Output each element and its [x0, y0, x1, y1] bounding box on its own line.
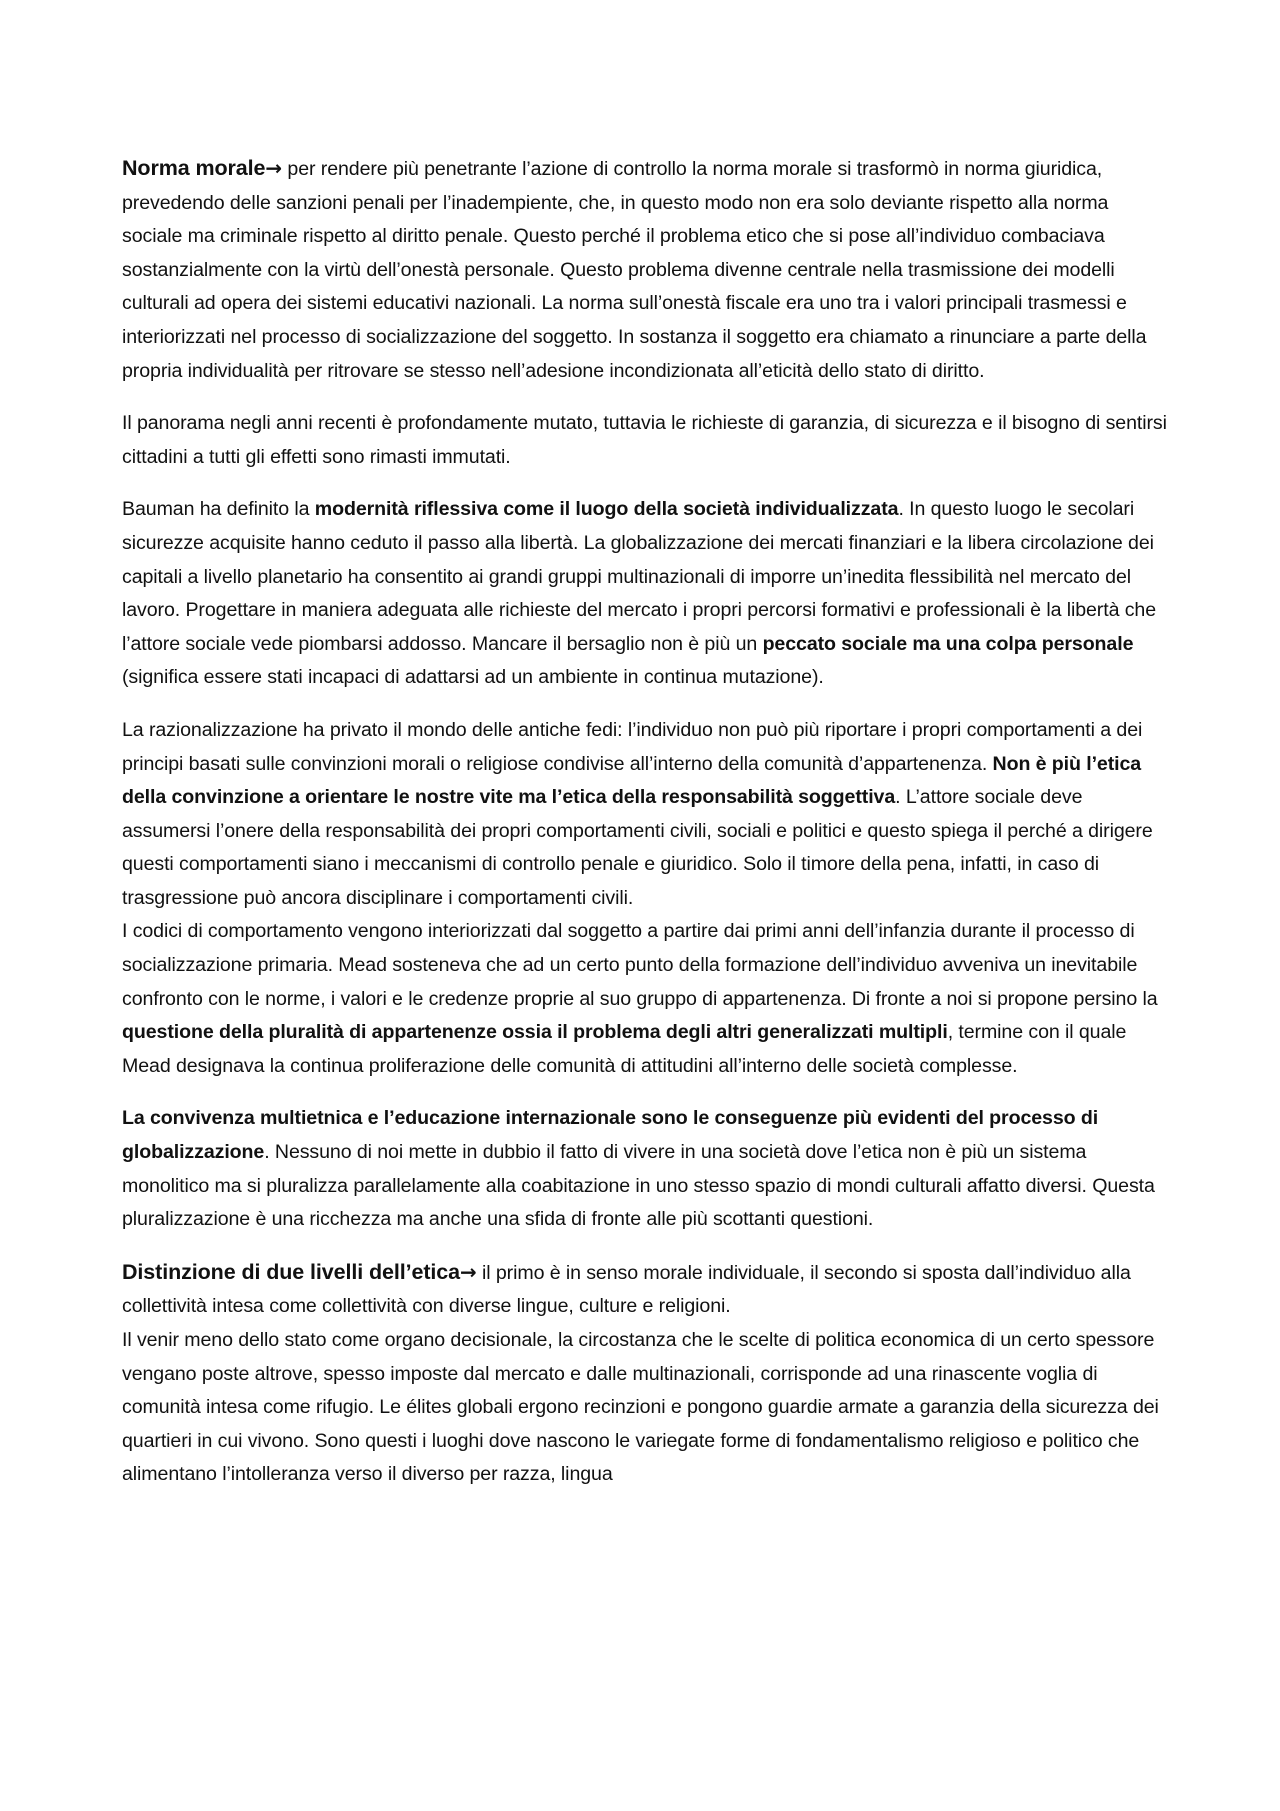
- paragraph-text: I codici di comportamento vengono interiorizzati dal soggetto a partire dai primi anni dell’infanzia durante il processo di socializzazione primaria. Mead sosteneva che ad un certo punto della formazione dell’individuo avveniva un inevitabile confronto con le norme, i valori e le credenze proprie al suo gruppo di appartenenza. Di fronte a noi si propone persino la: [122, 920, 1158, 1010]
- paragraph-text: . L’attore sociale deve assumersi l’onere della responsabilità dei propri comportamenti civili, sociali e politici e questo spiega il perché a dirigere questi comportamenti siano i meccanismi di controllo penale e giuridico. Solo il timore della pena, infatti, in caso di trasgressione può ancora disciplinare i comportamenti civili.: [122, 786, 1153, 909]
- bold-phrase: Non è più l’etica della convinzione a orientare le nostre vite ma l’etica della responsabilità soggettiva: [122, 752, 1142, 809]
- section-heading-distinzione: Distinzione di due livelli dell’etica: [122, 1259, 460, 1284]
- bold-phrase: modernità riflessiva come il luogo della società individualizzata: [314, 498, 899, 521]
- document-page: [122, 152, 1170, 1511]
- paragraph-text: Il venir meno dello stato come organo decisionale, la circostanza che le scelte di politica economica di un certo spessore vengano poste altrove, spesso imposte dal mercato e dalle multinazionali, corrisponde ad una rinascente voglia di comunità intesa come rifugio. Le élites globali ergono recinzioni e pongono guardie armate a garanzia della sicurezza dei quartieri in cui vivono. Sono questi i luoghi dove nascono le variegate forme di fondamentalismo religioso e politico che alimentano l’intolleranza verso il diverso per razza, lingua: [122, 1329, 1159, 1486]
- paragraph-norma-morale: [122, 152, 1170, 388]
- paragraph-text: , termine con il quale Mead designava la continua proliferazione delle comunità di attitudini all’interno delle società complesse.: [122, 1021, 1127, 1077]
- paragraph-venir-meno: [122, 1324, 1170, 1492]
- paragraph-bauman: [122, 493, 1170, 695]
- paragraph-text: Bauman ha definito la: [122, 498, 315, 521]
- right-arrow-icon: →: [265, 156, 283, 180]
- bold-phrase: questione della pluralità di appartenenze ossia il problema degli altri generalizzati multipli: [122, 1021, 948, 1044]
- section-heading-norma-morale: Norma morale: [122, 156, 266, 180]
- paragraph-text: il primo è in senso morale individuale, il secondo si sposta dall’individuo alla collettività intesa come collettività con diverse lingue, culture e religioni.: [122, 1261, 1131, 1318]
- bold-phrase: La convivenza multietnica e l’educazione internazionale sono le conseguenze più evidenti del processo di globalizzazione: [122, 1107, 1099, 1164]
- paragraph-codici-comportamento: [122, 915, 1170, 1083]
- paragraph-panorama: [122, 407, 1170, 474]
- paragraph-text: per rendere più penetrante l’azione di controllo la norma morale si trasformò in norma giuridica, prevedendo delle sanzioni penali per l’inadempiente, che, in questo modo non era solo deviante rispetto alla norma sociale ma criminale rispetto al diritto penale. Questo perché il problema etico che si pose all’individuo combaciava sostanzialmente con la virtù dell’onestà personale. Questo problema divenne centrale nella trasmissione dei modelli culturali ad opera dei sistemi educativi nazionali. La norma sull’onestà fiscale era uno tra i valori principali trasmessi e interiorizzati nel processo di socializzazione del soggetto. In sostanza il soggetto era chiamato a rinunciare a parte della propria individualità per ritrovare se stesso nell’adesione incondizionata all’eticità dello stato di diritto.: [122, 158, 1147, 382]
- paragraph-text: La razionalizzazione ha privato il mondo delle antiche fedi: l’individuo non può più riportare i propri comportamenti a dei principi basati sulle convinzioni morali o religiose condivise all’interno della comunità d’appartenenza.: [122, 718, 1143, 775]
- paragraph-text: . In questo luogo le secolari sicurezze acquisite hanno ceduto il passo alla libertà. La globalizzazione dei mercati finanziari e la libera circolazione dei capitali a livello planetario ha consentito ai grandi gruppi multinazionali di imporre un’inedita flessibilità nel mercato del lavoro. Progettare in maniera adeguata alle richieste del mercato i propri percorsi formativi e professionali è la libertà che l’attore sociale vede piombarsi addosso. Mancare il bersaglio non è più un: [122, 498, 1157, 655]
- paragraph-text: Il panorama negli anni recenti è profondamente mutato, tuttavia le richieste di garanzia, di sicurezza e il bisogno di sentirsi cittadini a tutti gli effetti sono rimasti immutati.: [122, 412, 1167, 468]
- paragraph-text: (significa essere stati incapaci di adattarsi ad un ambiente in continua mutazione).: [122, 666, 824, 689]
- paragraph-convivenza: [122, 1102, 1170, 1236]
- paragraph-distinzione: [122, 1256, 1170, 1324]
- right-arrow-icon: →: [460, 1259, 477, 1284]
- paragraph-text: . Nessuno di noi mette in dubbio il fatto di vivere in una società dove l’etica non è più un sistema monolitico ma si pluralizza parallelamente alla coabitazione in uno stesso spazio di mondi culturali affatto diversi. Questa pluralizzazione è una ricchezza ma anche una sfida di fronte alle più scottanti questioni.: [122, 1141, 1155, 1231]
- bold-phrase: peccato sociale ma una colpa personale: [762, 632, 1134, 655]
- paragraph-razionalizzazione: [122, 714, 1170, 916]
